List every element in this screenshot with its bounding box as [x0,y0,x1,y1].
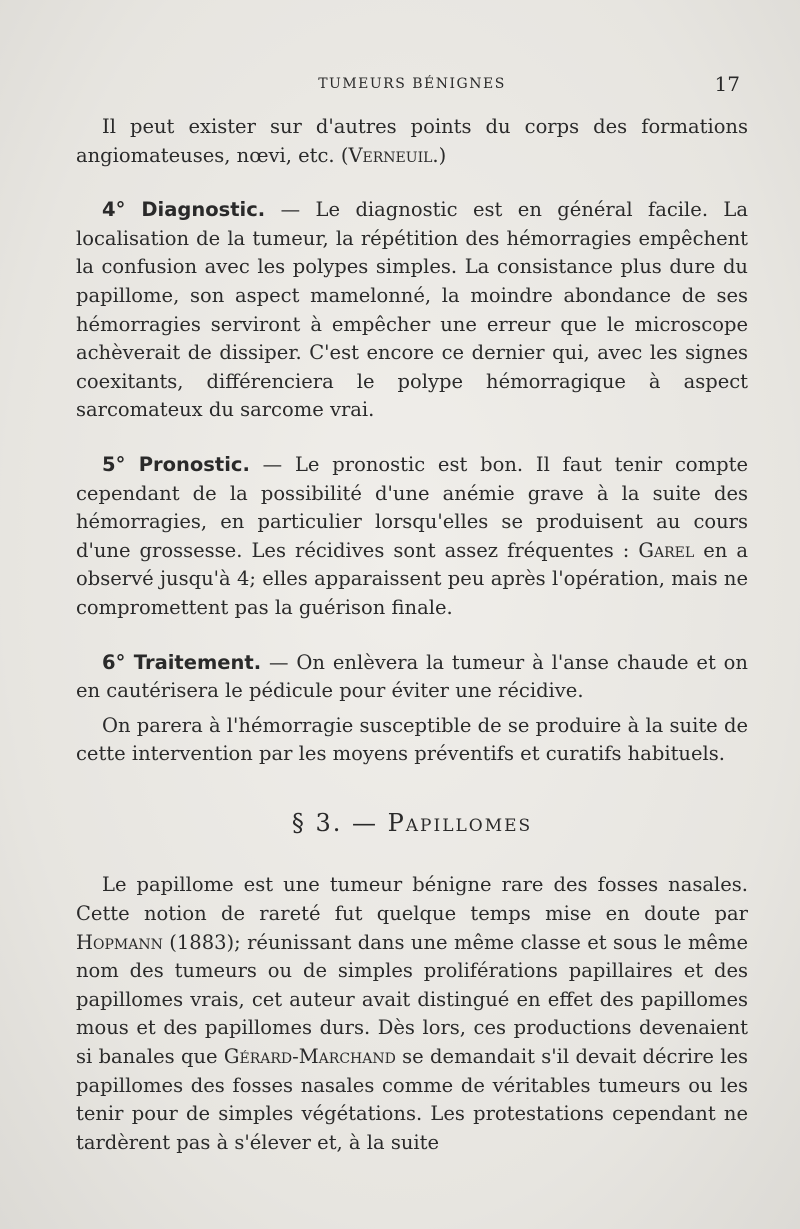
section-title-text: Papillomes [387,808,533,837]
author-name: Gérard-Marchand [223,1045,396,1069]
paragraph-traitement [76,649,748,706]
paragraph-angiomatous-formations [76,113,748,170]
running-head: TUMEURS BÉNIGNES [318,76,506,92]
author-name: Verneuil [348,143,433,167]
page-number: 17 [714,72,740,96]
subsection-heading-diagnostic: 4° Diagnostic. [102,198,266,222]
page-body [76,113,748,1157]
subsection-heading-pronostic: 5° Pronostic. [102,452,250,476]
section-title [76,809,748,838]
paragraph-papillome [76,871,748,1157]
page-header [76,72,748,100]
paragraph-text: Il peut exister sur d'autres points du corps des formations angiomateuses, nœvi, etc. ( [76,115,748,167]
paragraph-text: .) [432,143,447,167]
paragraph-text: en a observé jusqu'à 4; elles apparaissent peu après l'opération, mais ne compromettent pas la guérison finale. [76,538,748,619]
author-name: Garel [638,538,695,562]
paragraph-pronostic [76,451,748,623]
paragraph-text: Le papillome est une tumeur bénigne rare des fosses nasales. Cette notion de rareté fut quelque temps mise en doute par [76,873,748,926]
paragraph-text: (1883); réunissant dans une même classe et sous le même nom des tumeurs ou de simples proliférations papillaires et des papillomes vrais, cet auteur avait distingué en effet des papillomes mous et des papillomes durs. Dès lors, ces productions devenaient si banales que [76,930,748,1069]
paragraph-text: — Le pronostic est bon. Il faut tenir compte cependant de la possibilité d'une anémie grave à la suite des hémorragies, en particulier lorsqu'elles se produisent au cours d'une grossesse. Les récidives sont assez fréquentes : [76,452,748,562]
paragraph-text: se demandait s'il devait décrire les papillomes des fosses nasales comme de véritables tumeurs ou les tenir pour de simples végétations. Les protestations cependant ne tardèrent pas à s'élever et, à la suite [76,1045,748,1154]
paragraph-hemorragie: On parera à l'hémorragie susceptible de se produire à la suite de cette intervention par les moyens préventifs et curatifs habituels. [76,713,748,766]
paragraph-text: — On enlèvera la tumeur à l'anse chaude et on en cautérisera le pédicule pour éviter une récidive. [76,650,748,703]
paragraph-text: — Le diagnostic est en général facile. La localisation de la tumeur, la répétition des hémorragies empêchent la confusion avec les polypes simples. La consistance plus dure du papillome, son aspect mamelonné, la moindre abondance de ses hémorragies serviront à empêcher une erreur que le microscope achèverait de dissiper. C'est encore ce dernier qui, avec les signes coexitants, différenciera le polype hémorragique à aspect sarcomateux du sarcome vrai. [76,198,749,422]
section-number: § 3. — [291,808,388,837]
subsection-heading-traitement: 6° Traitement. [102,650,262,674]
paragraph-diagnostic [76,196,748,425]
author-name: Hopmann [76,930,163,954]
